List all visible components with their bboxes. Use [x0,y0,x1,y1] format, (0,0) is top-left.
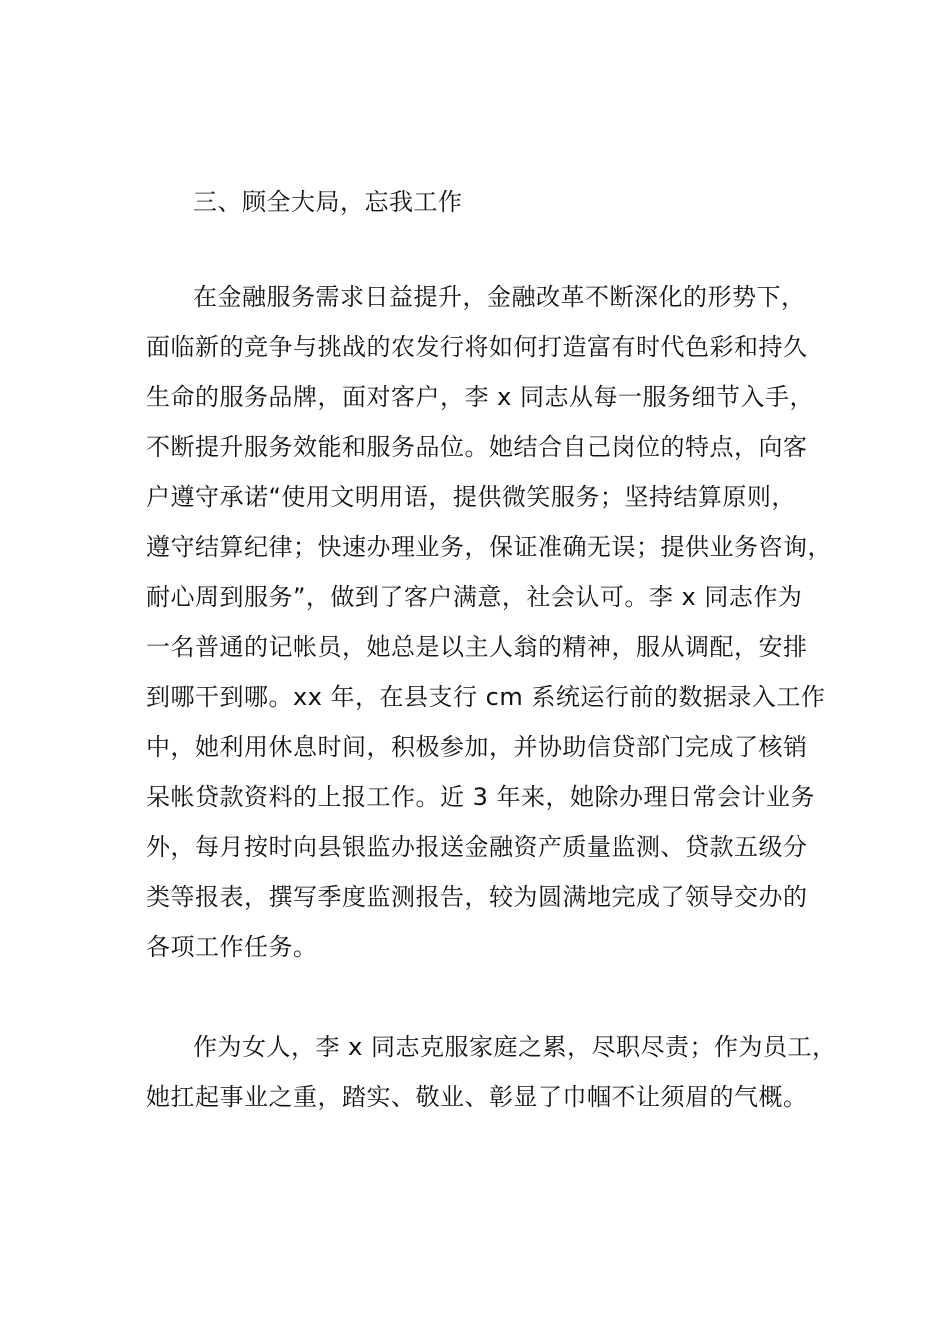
paragraph-line: 不断提升服务效能和服务品位。她结合自己岗位的特点，向客 [146,433,808,461]
paragraph-line: 到哪干到哪。xx 年，在县支行 cm 系统运行前的数据录入工作 [146,683,826,711]
paragraph-line: 在金融服务需求日益提升，金融改革不断深化的形势下， [193,283,806,311]
paragraph-line: 外，每月按时向县银监办报送金融资产质量监测、贷款五级分 [146,833,808,861]
paragraph-line: 面临新的竞争与挑战的农发行将如何打造富有时代色彩和持久 [146,333,808,361]
paragraph-line: 作为女人，李 x 同志克服家庭之累，尽职尽责；作为员工， [193,1033,837,1061]
paragraph-conclusion [146,1022,836,1122]
paragraph-line: 呆帐贷款资料的上报工作。近 3 年来，她除办理日常会计业务 [146,783,816,811]
paragraph-line: 遵守结算纪律；快速办理业务，保证准确无误；提供业务咨询， [146,533,832,561]
paragraph-line: 耐心周到服务”，做到了客户满意，社会认可。李 x 同志作为 [146,583,803,611]
paragraph-line: 一名普通的记帐员，她总是以主人翁的精神，服从调配，安排 [146,633,808,661]
paragraph-line: 类等报表，撰写季度监测报告，较为圆满地完成了领导交办的 [146,883,808,911]
paragraph-line: 中，她利用休息时间，积极参加，并协助信贷部门完成了核销 [146,733,808,761]
paragraph-line: 生命的服务品牌，面对客户，李 x 同志从每一服务细节入手， [146,383,814,411]
section-heading: 三、顾全大局，忘我工作 [193,188,463,216]
paragraph-line: 户遵守承诺“使用文明用语，提供微笑服务；坚持结算原则， [146,483,796,511]
paragraph-line: 各项工作任务。 [146,933,318,961]
paragraph-line: 她扛起事业之重，踏实、敬业、彰显了巾帼不让须眉的气概。 [146,1083,808,1111]
paragraph-service-brand [146,272,836,972]
